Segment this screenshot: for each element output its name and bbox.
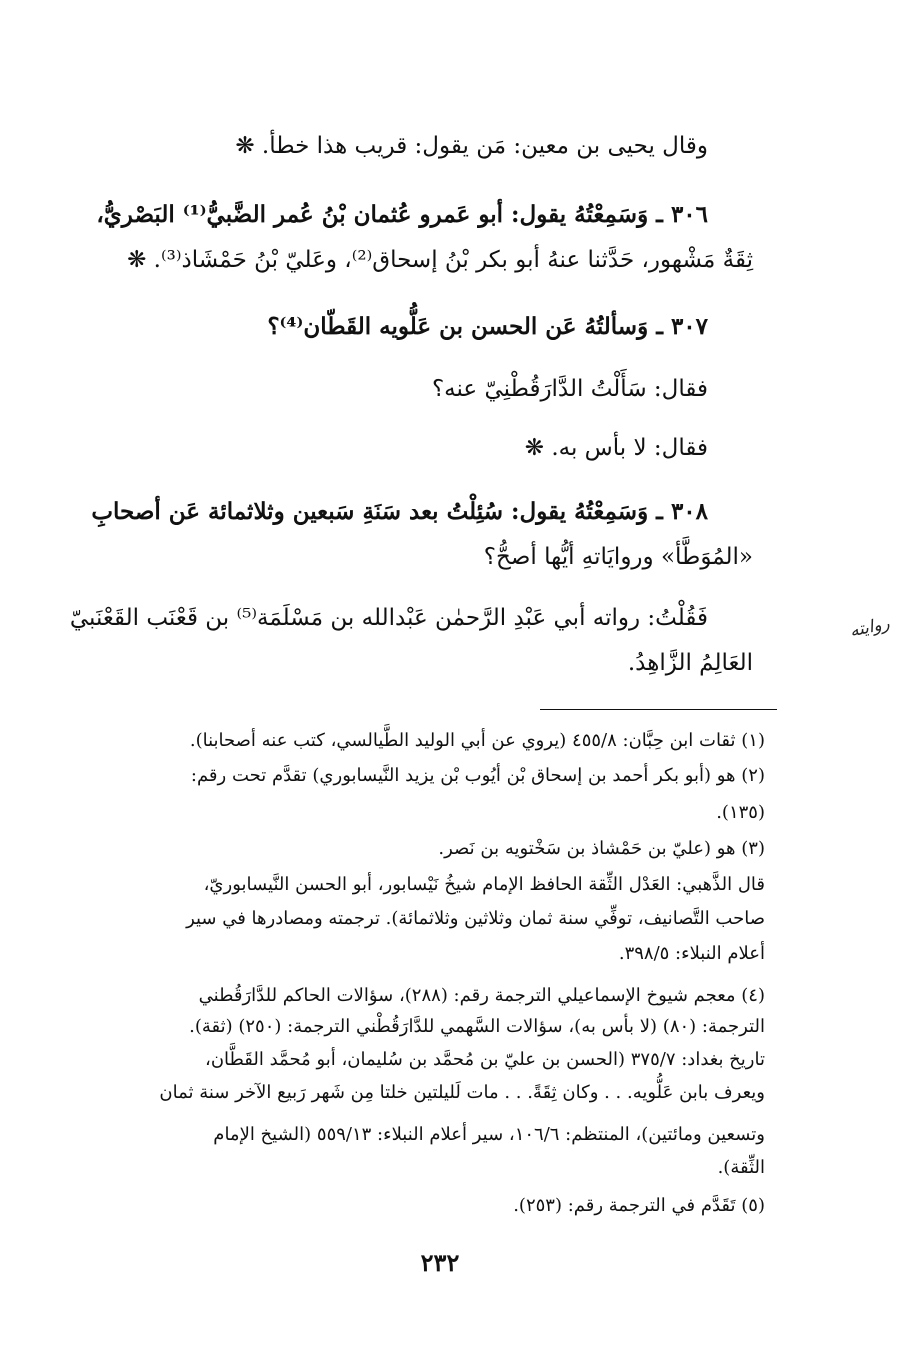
footnote-line: (٣) هو (عليّ بن حَمْشاذ بن سَخْتويه بن نَصر.	[438, 838, 765, 859]
footnote-line: (١) ثقات ابن حِبَّان: ٤٥٥/٨ (يروي عن أبي الوليد الطَّيالسي، كتب عنه أصحابنا).	[189, 730, 765, 751]
text-line: فَقُلْتُ: رواته أبي عَبْدِ الرَّحمٰن عَبْدالله بن مَسْلَمَة⁽⁵⁾ بن قَعْنَب القَعْنَبيّ	[69, 605, 708, 631]
text-line: فقال: لا بأس به. ❋	[524, 435, 708, 461]
footnote-line: (٥) تَقَدَّم في الترجمة رقم: (٢٥٣).	[513, 1195, 765, 1216]
footnote-line: الترجمة: (٨٠) (لا بأس به)، سؤالات السَّهمي للدَّارَقُطْني الترجمة: (٢٥٠) (ثقة).	[189, 1016, 765, 1037]
text-line: ثِقَةٌ مَشْهور، حَدَّثنا عنهُ أبو بكر بْنُ إسحاق⁽²⁾، وعَليّ بْنُ حَمْشَاذ⁽³⁾. ❋	[127, 247, 753, 273]
page-number: ٢٣٢	[420, 1248, 460, 1277]
footnote-line: أعلام النبلاء: ٣٩٨/٥.	[618, 943, 765, 964]
footnote-line: قال الذَّهبي: العَدْل الثِّقة الحافظ الإمام شيخُ نَيْسابور، أبو الحسن النَّيسابوريّ،	[203, 874, 765, 895]
footnote-line: تاريخ بغداد: ٣٧٥/٧ (الحسن بن عليّ بن مُحمَّد بن سُليمان، أبو مُحمَّد القَطَّان،	[205, 1049, 765, 1070]
text-line: وقال يحيى بن معين: مَن يقول: قريب هذا خطأ. ❋	[235, 133, 708, 159]
handwritten-margin-note: روايته	[847, 613, 892, 642]
footnote-line: الثِّقة).	[717, 1157, 765, 1178]
footnote-line: (١٣٥).	[716, 802, 765, 823]
entry-308: ٣٠٨ ـ وَسَمِعْتُهُ يقول: سُئِلْتُ بعد سَنَةِ سَبعين وثلاثمائة عَن أصحابِ	[91, 498, 708, 525]
entry-306: ٣٠٦ ـ وَسَمِعْتُهُ يقول: أبو عَمرو عُثمان بْنُ عُمر الضَّبيُّ⁽¹⁾ البَصْريُّ،	[96, 201, 708, 228]
entry-307: ٣٠٧ ـ وَسألتُهُ عَن الحسن بن عَلُّويه القَطّان⁽⁴⁾؟	[267, 313, 708, 340]
footnote-line: (٤) معجم شيوخ الإسماعيلي الترجمة رقم: (٢٨٨)، سؤالات الحاكم للدَّارَقُطني	[198, 985, 765, 1006]
text-line: العَالِمُ الزَّاهِدُ.	[627, 650, 753, 676]
footnote-line: وتسعين ومائتين)، المنتظم: ١٠٦/٦، سير أعلام النبلاء: ٥٥٩/١٣ (الشيخ الإمام	[213, 1124, 765, 1145]
text-line: «المُوَطَّأ» وروايَاتهِ أيُّها أصحُّ؟	[483, 544, 753, 570]
text-line: فقال: سَأَلْتُ الدَّارَقُطْنِيّ عنه؟	[431, 376, 708, 402]
footnote-divider	[540, 709, 777, 710]
footnote-line: ويعرف بابن عَلُّويه. . . وكان ثِقَةً. . . مات لَليلتين خلتا مِن شَهر رَبيع الآخر سنة ثمان	[159, 1082, 765, 1103]
footnote-line: صاحب التَّصانيف، توفِّي سنة ثمان وثلاثين وثلاثمائة). ترجمته ومصادرها في سير	[186, 908, 765, 929]
footnote-line: (٢) هو (أبو بكر أحمد بن إسحاق بْن أيُوب بْن يزيد النَّيسابوري) تقدَّم تحت رقم:	[190, 765, 765, 786]
